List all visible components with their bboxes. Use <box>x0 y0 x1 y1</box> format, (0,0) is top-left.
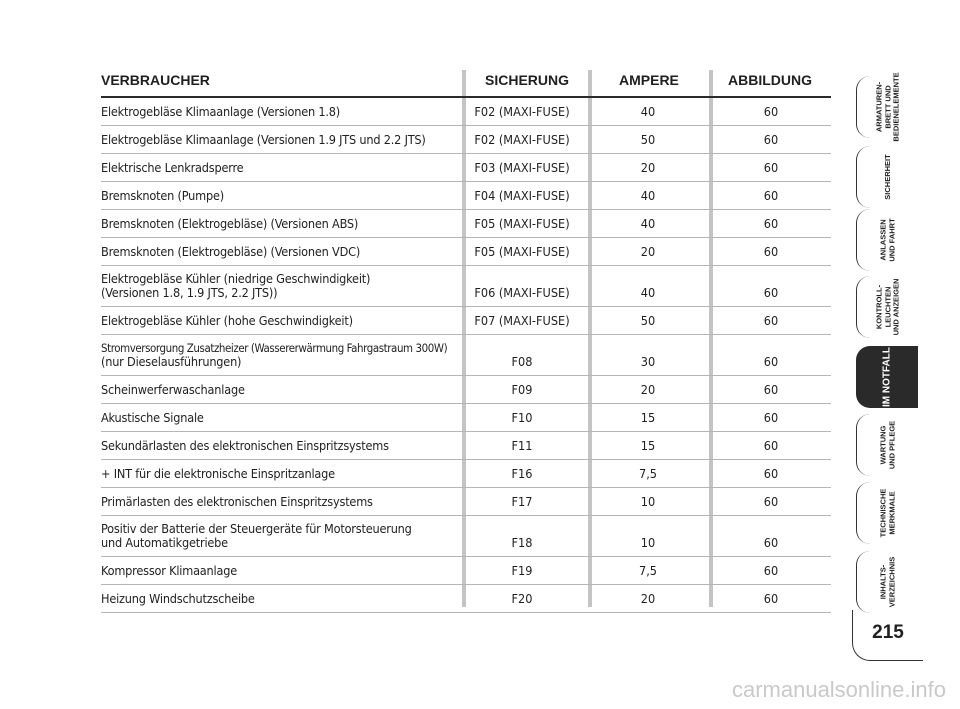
consumer-text: Elektrogebläse Kühler (hohe Geschwindigkeit) <box>101 313 353 328</box>
chapter-tab-label: ARMATUREN- BRETT UND BEDIENELEMENTE <box>874 72 901 142</box>
ampere-cell: 40 <box>640 216 656 231</box>
chapter-tab-label: SICHERHEIT <box>882 154 892 200</box>
consumer-cell <box>101 161 459 175</box>
header-fuse: SICHERUNG <box>485 72 570 88</box>
consumer-cell <box>101 564 459 578</box>
figure-cell: 60 <box>763 535 779 550</box>
fuse-cell: F18 <box>511 535 533 550</box>
table-row <box>101 432 831 460</box>
chapter-tab[interactable] <box>856 72 919 142</box>
fuse-cell: F19 <box>511 563 533 578</box>
figure-cell: 60 <box>763 216 779 231</box>
table-row <box>101 460 831 488</box>
consumer-text: Primärlasten des elektronischen Einspritzsystems <box>101 494 373 509</box>
ampere-cell: 40 <box>640 188 656 203</box>
fuse-cell: F06 (MAXI-FUSE) <box>474 285 570 300</box>
consumer-cell <box>101 467 459 481</box>
consumer-text: Bremsknoten (Elektrogebläse) (Versionen ABS) <box>101 216 359 231</box>
consumer-cell <box>101 592 459 606</box>
chapter-tab[interactable] <box>856 276 919 338</box>
table-row <box>101 488 831 516</box>
fuse-cell: F02 (MAXI-FUSE) <box>474 104 570 119</box>
consumer-text: Elektrogebläse Kühler (niedrige Geschwindigkeit) <box>101 271 371 286</box>
table-row <box>101 404 831 432</box>
table-row <box>101 376 831 404</box>
fuse-cell: F20 <box>511 591 533 606</box>
figure-cell: 60 <box>763 382 779 397</box>
ampere-cell: 10 <box>640 535 656 550</box>
fuse-cell: F05 (MAXI-FUSE) <box>474 216 570 231</box>
header-figure: ABBILDUNG <box>728 72 812 88</box>
consumer-text: Heizung Windschutzscheibe <box>101 591 255 606</box>
consumer-cell <box>101 272 459 300</box>
ampere-cell: 20 <box>640 382 656 397</box>
table-row <box>101 585 831 613</box>
fuse-cell: F17 <box>511 494 533 509</box>
consumer-text: Elektrische Lenkradsperre <box>101 160 244 175</box>
header-ampere: AMPERE <box>619 72 679 88</box>
ampere-cell: 7,5 <box>638 563 657 578</box>
consumer-cell <box>101 217 459 231</box>
fuse-cell: F11 <box>511 438 533 453</box>
ampere-cell: 30 <box>640 354 656 369</box>
ampere-cell: 20 <box>640 244 656 259</box>
watermark: carmanualsonline.info <box>731 677 946 702</box>
consumer-cell <box>101 189 459 203</box>
fuse-cell: F08 <box>511 354 533 369</box>
table-body <box>101 98 831 613</box>
table-row <box>101 335 831 376</box>
consumer-text: + INT für die elektronische Einspritzanlage <box>101 466 335 481</box>
consumer-cell <box>101 522 459 550</box>
figure-cell: 60 <box>763 354 779 369</box>
consumer-text: Elektrogebläse Klimaanlage (Versionen 1.8) <box>101 104 340 119</box>
chapter-tab[interactable] <box>856 551 919 613</box>
figure-cell: 60 <box>763 466 779 481</box>
table-row <box>101 557 831 585</box>
chapter-tab-label: TECHNISCHE MERKMALE <box>878 488 896 538</box>
header-consumer: VERBRAUCHER <box>101 72 210 88</box>
table-row <box>101 210 831 238</box>
figure-cell: 60 <box>763 188 779 203</box>
chapter-tab[interactable] <box>856 414 919 476</box>
consumer-text: Stromversorgung Zusatzheizer (Wassererwärmung Fahrgastraum 300W) <box>101 341 448 355</box>
table-row <box>101 307 831 335</box>
consumer-cell <box>101 133 459 147</box>
figure-cell: 60 <box>763 591 779 606</box>
consumer-cell <box>101 341 459 369</box>
table-row <box>101 266 831 307</box>
fuse-cell: F03 (MAXI-FUSE) <box>474 160 570 175</box>
fuse-table <box>101 70 831 613</box>
figure-cell: 60 <box>763 313 779 328</box>
chapter-tab[interactable] <box>856 146 919 208</box>
ampere-cell: 7,5 <box>638 466 657 481</box>
ampere-cell: 20 <box>640 591 656 606</box>
consumer-cell <box>101 105 459 119</box>
chapter-tab[interactable] <box>856 482 919 544</box>
figure-cell: 60 <box>763 438 779 453</box>
chapter-tab[interactable] <box>856 346 918 408</box>
consumer-cell <box>101 495 459 509</box>
fuse-cell: F07 (MAXI-FUSE) <box>474 313 570 328</box>
consumer-cell <box>101 383 459 397</box>
consumer-text-line2: und Automatikgetriebe <box>101 535 228 550</box>
chapter-tab[interactable] <box>856 209 919 271</box>
chapter-tab-label: WARTUNG UND PFLEGE <box>878 420 896 470</box>
chapter-tab-label: KONTROLL- LEUCHTEN UND ANZEIGEN <box>874 278 901 336</box>
figure-cell: 60 <box>763 410 779 425</box>
consumer-cell <box>101 411 459 425</box>
fuse-cell: F04 (MAXI-FUSE) <box>474 188 570 203</box>
chapter-tab-label: INHALTS- VERZEICHNIS <box>878 556 896 608</box>
chapter-tab-label: ANLASSEN UND FAHRT <box>878 218 896 262</box>
ampere-cell: 15 <box>640 410 656 425</box>
consumer-text: Akustische Signale <box>101 410 204 425</box>
consumer-text: Positiv der Batterie der Steuergeräte für Motorsteuerung <box>101 521 412 536</box>
ampere-cell: 40 <box>640 104 656 119</box>
table-row <box>101 182 831 210</box>
fuse-cell: F16 <box>511 466 533 481</box>
ampere-cell: 50 <box>640 132 656 147</box>
consumer-text: Elektrogebläse Klimaanlage (Versionen 1.9 JTS und 2.2 JTS) <box>101 132 426 147</box>
ampere-cell: 40 <box>640 285 656 300</box>
figure-cell: 60 <box>763 160 779 175</box>
fuse-cell: F02 (MAXI-FUSE) <box>474 132 570 147</box>
consumer-text-line2: (nur Dieselausführungen) <box>101 354 242 369</box>
ampere-cell: 50 <box>640 313 656 328</box>
fuse-cell: F09 <box>511 382 533 397</box>
table-row <box>101 98 831 126</box>
consumer-text: Scheinwerferwaschanlage <box>101 382 245 397</box>
consumer-cell <box>101 314 459 328</box>
consumer-cell <box>101 245 459 259</box>
ampere-cell: 15 <box>640 438 656 453</box>
table-header <box>101 70 831 98</box>
figure-cell: 60 <box>763 494 779 509</box>
ampere-cell: 10 <box>640 494 656 509</box>
figure-cell: 60 <box>763 244 779 259</box>
fuse-cell: F10 <box>511 410 533 425</box>
figure-cell: 60 <box>763 563 779 578</box>
page-number: 215 <box>872 622 904 643</box>
consumer-cell <box>101 439 459 453</box>
fuse-cell: F05 (MAXI-FUSE) <box>474 244 570 259</box>
chapter-tab-label: IM NOTFALL <box>881 347 893 407</box>
figure-cell: 60 <box>763 104 779 119</box>
figure-cell: 60 <box>763 132 779 147</box>
consumer-text: Bremsknoten (Elektrogebläse) (Versionen VDC) <box>101 244 361 259</box>
table-row <box>101 126 831 154</box>
consumer-text: Bremsknoten (Pumpe) <box>101 188 224 203</box>
consumer-text: Sekundärlasten des elektronischen Einspritzsystems <box>101 438 389 453</box>
table-row <box>101 238 831 266</box>
consumer-text: Kompressor Klimaanlage <box>101 563 237 578</box>
consumer-text-line2: (Versionen 1.8, 1.9 JTS, 2.2 JTS)) <box>101 285 278 300</box>
table-row <box>101 154 831 182</box>
ampere-cell: 20 <box>640 160 656 175</box>
figure-cell: 60 <box>763 285 779 300</box>
table-row <box>101 516 831 557</box>
